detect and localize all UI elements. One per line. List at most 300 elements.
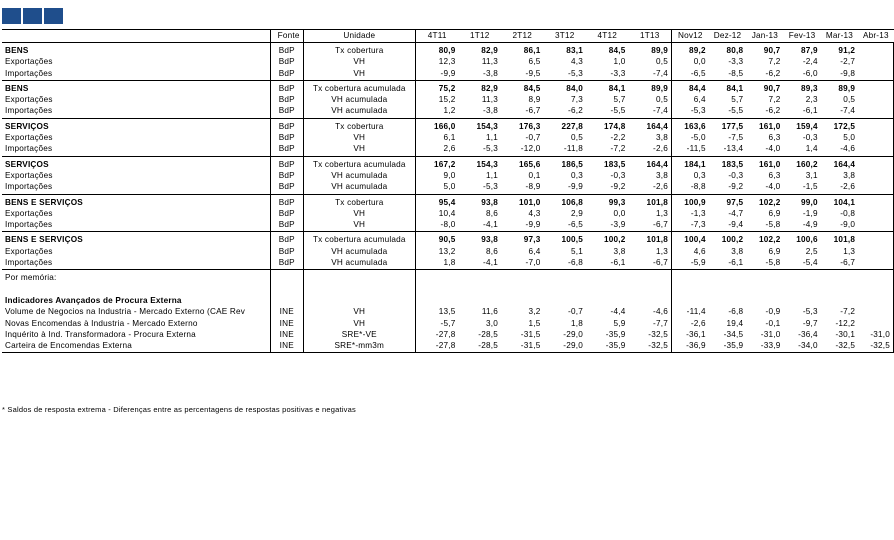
row-value: 1,3: [655, 246, 668, 256]
row-value: -7,7: [653, 318, 668, 328]
row-value: -5,5: [586, 105, 629, 118]
header-row: [2, 30, 894, 43]
row-value: 11,3: [481, 57, 498, 67]
row-value: -4,9: [783, 219, 820, 232]
row-value: -8,8: [671, 181, 708, 194]
row-value: 6,4: [671, 94, 708, 105]
row-value: 13,2: [415, 246, 458, 257]
row-value: 100,2: [709, 232, 747, 246]
row-value: 89,9: [821, 80, 858, 94]
row-value: -4,1: [458, 219, 501, 232]
row-value: -1,9: [802, 208, 818, 218]
row-value: -31,0: [858, 329, 893, 340]
table-row: [2, 246, 894, 257]
row-value: 164,4: [821, 156, 858, 170]
table-row: [2, 43, 894, 57]
row-value: 100,9: [671, 194, 708, 208]
row-value: 8,6: [485, 246, 498, 256]
row-value: 6,5: [528, 57, 541, 67]
row-value: 164,4: [628, 156, 671, 170]
row-value: [858, 170, 893, 181]
row-value: -0,3: [610, 170, 626, 180]
row-value: 1,4: [783, 143, 820, 156]
row-value: -5,5: [709, 105, 747, 118]
row-value: 101,8: [821, 232, 858, 246]
row-value: 1,8: [415, 257, 458, 270]
table-row: [2, 143, 894, 156]
row-value: -29,0: [543, 340, 586, 353]
row-value: -12,2: [835, 318, 856, 328]
row-value: 100,2: [586, 232, 629, 246]
row-value: 99,0: [783, 194, 820, 208]
row-value: -9,2: [709, 181, 747, 194]
row-value: 5,0: [415, 181, 458, 194]
header-period: Jan-13: [746, 30, 783, 43]
logo-block-3: [44, 8, 63, 24]
row-value: 104,1: [821, 194, 858, 208]
row-value: 6,1: [415, 132, 458, 143]
row-value: -9,7: [802, 318, 818, 328]
row-value: 89,9: [628, 80, 671, 94]
row-value: 7,2: [768, 95, 781, 105]
row-value: 227,8: [543, 118, 586, 132]
row-value: -9,9: [501, 219, 544, 232]
row-label: Importações: [2, 219, 270, 232]
row-label: Exportações: [5, 170, 53, 180]
row-value: -7,3: [671, 219, 708, 232]
logo-block-1: [2, 8, 21, 24]
row-value: 12,3: [415, 56, 458, 67]
blank: [709, 270, 747, 284]
row-value: 101,8: [628, 194, 671, 208]
row-value: -6,2: [543, 105, 586, 118]
row-value: -3,9: [586, 219, 629, 232]
row-value: -34,0: [783, 340, 820, 353]
row-value: -2,6: [671, 318, 708, 329]
row-source: INE: [270, 329, 303, 340]
row-source: INE: [270, 318, 303, 329]
row-value: -9,4: [709, 219, 747, 232]
row-value: -4,6: [653, 307, 668, 317]
row-value: 8,9: [528, 95, 541, 105]
row-value: 95,4: [415, 194, 458, 208]
blank: [270, 295, 303, 306]
row-value: -32,5: [648, 329, 668, 339]
row-value: -31,5: [501, 340, 544, 353]
row-value: [858, 143, 893, 156]
row-value: -5,8: [746, 219, 783, 232]
memo-spacer: [2, 284, 894, 295]
row-source: BdP: [270, 80, 303, 94]
row-value: [858, 306, 893, 317]
row-value: 6,9: [768, 246, 781, 256]
row-label: BENS E SERVIÇOS: [2, 194, 270, 208]
row-value: 2,5: [805, 246, 818, 256]
row-value: 86,1: [501, 43, 544, 57]
row-value: 161,0: [746, 156, 783, 170]
row-unit: VH: [303, 132, 415, 143]
row-value: 13,5: [415, 306, 458, 317]
row-value: 82,9: [458, 80, 501, 94]
row-unit: VH: [303, 143, 415, 156]
memo-title: [2, 270, 894, 284]
row-value: -6,8: [728, 307, 744, 317]
row-value: 80,9: [415, 43, 458, 57]
row-value: 2,6: [415, 143, 458, 156]
row-value: 90,5: [415, 232, 458, 246]
row-value: -5,3: [802, 307, 818, 317]
row-value: -5,3: [543, 68, 586, 81]
row-value: 84,4: [671, 80, 708, 94]
row-label: Exportações: [5, 133, 53, 143]
row-value: 89,9: [628, 43, 671, 57]
row-value: 7,3: [570, 95, 583, 105]
header-unidade: Unidade: [303, 30, 415, 43]
blank: [628, 270, 671, 284]
row-value: 7,2: [768, 57, 781, 67]
row-label: Exportações: [5, 208, 53, 218]
row-unit: VH: [303, 318, 415, 329]
row-unit: Tx cobertura acumulada: [303, 232, 415, 246]
blank: [458, 284, 501, 295]
row-value: 166,0: [415, 118, 458, 132]
blank: [501, 270, 544, 284]
row-value: -12,0: [501, 143, 544, 156]
row-label: Importações: [2, 181, 270, 194]
row-label: Importações: [2, 68, 270, 81]
row-source: BdP: [270, 181, 303, 194]
row-value: -9,5: [501, 68, 544, 81]
row-value: -6,5: [671, 68, 708, 81]
row-value: 3,8: [655, 133, 668, 143]
header-period: Abr-13: [858, 30, 893, 43]
row-source: INE: [270, 306, 303, 317]
row-value: [858, 208, 893, 219]
row-value: -5,3: [671, 105, 708, 118]
row-value: 100,4: [671, 232, 708, 246]
row-value: -7,4: [628, 68, 671, 81]
header-period: Fev-13: [783, 30, 820, 43]
table-row: [2, 219, 894, 232]
row-value: -6,1: [709, 257, 747, 270]
row-value: 1,3: [843, 246, 856, 256]
blank: [783, 295, 820, 306]
row-value: -5,9: [671, 257, 708, 270]
row-label: Importações: [2, 257, 270, 270]
row-value: 167,2: [415, 156, 458, 170]
row-value: 5,9: [613, 318, 626, 328]
row-label: Carteira de Encomendas Externa: [2, 340, 270, 353]
blank: [746, 284, 783, 295]
row-value: -9,0: [821, 219, 858, 232]
row-value: -7,4: [628, 105, 671, 118]
row-label: BENS E SERVIÇOS: [2, 232, 270, 246]
row-value: -36,1: [671, 329, 708, 340]
row-unit: VH acumulada: [303, 181, 415, 194]
row-value: 1,8: [570, 318, 583, 328]
blank: [858, 270, 893, 284]
blank: [303, 270, 415, 284]
row-value: 82,9: [458, 43, 501, 57]
row-value: 10,4: [415, 208, 458, 219]
blank: [270, 270, 303, 284]
row-value: 3,0: [485, 318, 498, 328]
row-unit: Tx cobertura acumulada: [303, 80, 415, 94]
row-value: 164,4: [628, 118, 671, 132]
row-value: [858, 181, 893, 194]
row-label: Exportações: [5, 57, 53, 67]
table-row: [2, 318, 894, 329]
row-value: 89,3: [783, 80, 820, 94]
row-value: 0,3: [671, 170, 708, 181]
row-value: [858, 43, 893, 57]
row-value: 3,8: [843, 170, 856, 180]
row-value: 1,5: [528, 318, 541, 328]
row-value: -32,5: [628, 340, 671, 353]
row-value: -32,5: [858, 340, 893, 353]
row-label: SERVIÇOS: [2, 156, 270, 170]
row-source: BdP: [270, 68, 303, 81]
row-value: 93,8: [458, 232, 501, 246]
row-label: Volume de Negocios na Industria - Mercado Externo (CAE Rev: [5, 307, 246, 317]
row-value: [858, 246, 893, 257]
row-value: -5,0: [671, 132, 708, 143]
row-value: -34,5: [723, 329, 744, 339]
row-value: 3,8: [655, 170, 668, 180]
row-value: 8,6: [485, 208, 498, 218]
row-value: 1,1: [485, 133, 498, 143]
table-row: [2, 194, 894, 208]
blank: [543, 270, 586, 284]
header-blank: [2, 30, 270, 43]
memo-subtitle: [2, 295, 894, 306]
row-value: 84,1: [586, 80, 629, 94]
row-value: -28,5: [458, 340, 501, 353]
row-value: -8,5: [709, 68, 747, 81]
row-value: 97,5: [709, 194, 747, 208]
row-value: 4,3: [570, 57, 583, 67]
blank: [543, 295, 586, 306]
blank: [586, 284, 629, 295]
row-source: BdP: [270, 257, 303, 270]
table-row: [2, 118, 894, 132]
blank: [746, 270, 783, 284]
row-value: -36,9: [671, 340, 708, 353]
table-row: [2, 257, 894, 270]
table-row: [2, 68, 894, 81]
row-value: [858, 132, 893, 143]
row-value: 0,1: [528, 170, 541, 180]
row-value: 100,5: [543, 232, 586, 246]
row-value: -31,0: [760, 329, 781, 339]
row-unit: Tx cobertura: [303, 194, 415, 208]
row-value: -6,8: [543, 257, 586, 270]
blank: [415, 295, 458, 306]
row-source: BdP: [270, 118, 303, 132]
row-value: -33,9: [746, 340, 783, 353]
row-value: -2,7: [840, 57, 856, 67]
blank: [746, 295, 783, 306]
row-value: 161,0: [746, 118, 783, 132]
row-label: Exportações: [5, 246, 53, 256]
blank: [821, 284, 858, 295]
row-value: -32,5: [821, 340, 858, 353]
row-value: -6,7: [501, 105, 544, 118]
header-period: 4T11: [415, 30, 458, 43]
row-value: [858, 232, 893, 246]
row-value: 11,3: [481, 95, 498, 105]
memo-spacer-text: [2, 284, 270, 295]
row-value: -0,7: [568, 307, 583, 317]
row-value: 5,7: [613, 95, 626, 105]
row-value: 102,2: [746, 194, 783, 208]
row-value: 1,3: [655, 208, 668, 218]
row-source: BdP: [270, 208, 303, 219]
row-value: 0,3: [570, 170, 583, 180]
row-value: 84,5: [586, 43, 629, 57]
row-label: BENS: [2, 43, 270, 57]
row-value: -11,8: [543, 143, 586, 156]
row-label: Importações: [2, 105, 270, 118]
blank: [586, 270, 629, 284]
blank: [501, 295, 544, 306]
header-period: 1T12: [458, 30, 501, 43]
table-row: [2, 208, 894, 219]
trade-table: [2, 29, 894, 353]
row-value: 93,8: [458, 194, 501, 208]
row-value: -7,5: [728, 133, 744, 143]
header-period: Nov12: [671, 30, 708, 43]
row-value: 11,6: [481, 307, 498, 317]
table-row: [2, 306, 894, 317]
table-row: [2, 181, 894, 194]
row-value: 3,1: [805, 170, 818, 180]
row-value: -6,2: [746, 105, 783, 118]
row-unit: VH acumulada: [303, 257, 415, 270]
row-value: 1,2: [415, 105, 458, 118]
blank: [821, 295, 858, 306]
row-value: -2,6: [821, 181, 858, 194]
row-value: 84,1: [709, 80, 747, 94]
table-row: [2, 56, 894, 67]
row-value: -4,6: [821, 143, 858, 156]
row-value: [858, 105, 893, 118]
row-value: 19,4: [726, 318, 744, 328]
row-value: -9,9: [415, 68, 458, 81]
row-value: 87,9: [783, 43, 820, 57]
row-value: 90,7: [746, 80, 783, 94]
row-value: -5,3: [458, 181, 501, 194]
row-value: 174,8: [586, 118, 629, 132]
row-value: 176,3: [501, 118, 544, 132]
row-value: 154,3: [458, 156, 501, 170]
row-value: -28,5: [478, 329, 498, 339]
row-label: Novas Encomendas à Industria - Mercado Externo: [5, 318, 198, 328]
row-value: 101,8: [628, 232, 671, 246]
row-source: BdP: [270, 56, 303, 67]
row-value: -7,0: [501, 257, 544, 270]
header-fonte: Fonte: [270, 30, 303, 43]
row-value: -0,8: [840, 208, 856, 218]
row-value: -3,8: [458, 105, 501, 118]
row-unit: VH: [303, 306, 415, 317]
row-value: -4,4: [610, 307, 626, 317]
memo-subtitle-text: Indicadores Avançados de Procura Externa: [5, 295, 182, 305]
blank: [303, 284, 415, 295]
row-unit: VH acumulada: [303, 105, 415, 118]
row-unit: Tx cobertura: [303, 118, 415, 132]
table-row: [2, 329, 894, 340]
row-value: -11,4: [671, 306, 708, 317]
row-source: BdP: [270, 232, 303, 246]
blank: [270, 284, 303, 295]
table-row: [2, 340, 894, 353]
row-value: -0,9: [765, 307, 781, 317]
row-value: 75,2: [415, 80, 458, 94]
row-value: -8,9: [501, 181, 544, 194]
row-value: 1,1: [485, 170, 498, 180]
blank: [628, 295, 671, 306]
row-value: -5,8: [746, 257, 783, 270]
row-unit: Tx cobertura: [303, 43, 415, 57]
row-value: 6,3: [768, 133, 781, 143]
blank: [783, 284, 820, 295]
row-value: -2,6: [628, 143, 671, 156]
row-value: [858, 94, 893, 105]
blank: [543, 284, 586, 295]
blank: [628, 284, 671, 295]
row-value: 84,5: [501, 80, 544, 94]
row-value: -4,0: [746, 143, 783, 156]
row-source: BdP: [270, 94, 303, 105]
row-value: 99,3: [586, 194, 629, 208]
blank: [458, 270, 501, 284]
row-source: BdP: [270, 219, 303, 232]
row-value: -8,0: [415, 219, 458, 232]
row-value: 89,2: [671, 43, 708, 57]
row-value: 2,3: [805, 95, 818, 105]
row-value: -0,7: [525, 133, 541, 143]
row-value: 183,5: [586, 156, 629, 170]
row-label: BENS: [2, 80, 270, 94]
blank: [709, 284, 747, 295]
table-row: [2, 170, 894, 181]
row-value: 3,2: [528, 307, 541, 317]
row-value: 1,0: [613, 57, 626, 67]
row-value: 2,9: [570, 208, 583, 218]
row-value: 0,5: [655, 57, 668, 67]
row-unit: VH: [303, 56, 415, 67]
blank: [415, 270, 458, 284]
row-unit: VH: [303, 68, 415, 81]
row-unit: VH acumulada: [303, 246, 415, 257]
blank: [709, 295, 747, 306]
row-value: -27,8: [415, 340, 458, 353]
row-value: -36,4: [798, 329, 818, 339]
row-value: 15,2: [415, 94, 458, 105]
row-value: -30,1: [835, 329, 856, 339]
row-value: 154,3: [458, 118, 501, 132]
row-value: -6,7: [628, 257, 671, 270]
row-value: -2,6: [628, 181, 671, 194]
row-label: Importações: [2, 143, 270, 156]
row-value: -0,3: [802, 133, 818, 143]
blank: [783, 270, 820, 284]
blank: [821, 270, 858, 284]
row-value: 5,1: [570, 246, 583, 256]
row-value: 172,5: [821, 118, 858, 132]
row-value: 3,8: [731, 246, 744, 256]
